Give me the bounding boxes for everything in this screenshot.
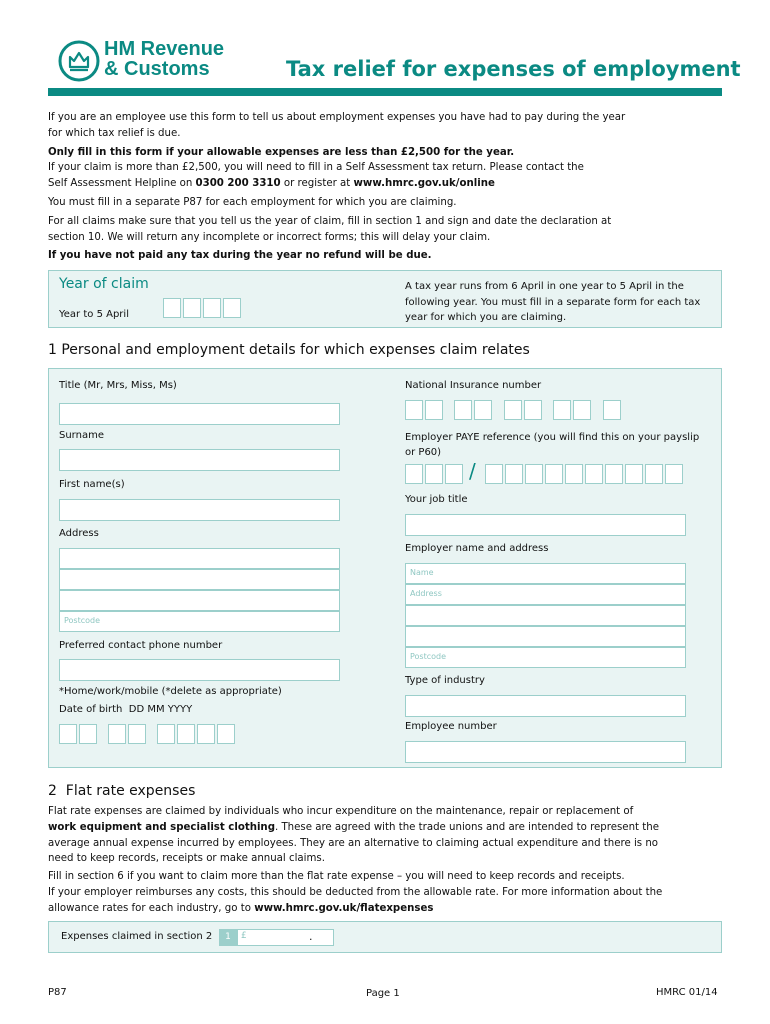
firstname-label: First name(s) (59, 479, 125, 490)
nino-label: National Insurance number (405, 380, 542, 391)
firstname-field[interactable] (59, 499, 340, 521)
employer-label: Employer name and address (405, 543, 549, 554)
phone-note: *Home/work/mobile (*delete as appropriate) (59, 686, 282, 697)
paye-ref-3[interactable] (525, 464, 543, 484)
paye-office-1[interactable] (405, 464, 423, 484)
postcode-placeholder: Postcode (64, 616, 101, 625)
address-line-1[interactable] (59, 548, 340, 569)
page-title: Tax relief for expenses of employment (286, 57, 741, 81)
title-label: Title (Mr, Mrs, Miss, Ms) (59, 380, 177, 391)
phone-field[interactable] (59, 659, 340, 681)
industry-field[interactable] (405, 695, 686, 717)
nino-cell-1[interactable] (405, 400, 423, 420)
footer-version: HMRC 01/14 (656, 987, 718, 998)
intro (48, 110, 638, 264)
paye-ref-9[interactable] (645, 464, 663, 484)
paye-ref-1[interactable] (485, 464, 503, 484)
employer-postcode-field[interactable] (405, 647, 686, 668)
section2-p3-a: If your employer reimburses any costs, this should be deducted from the allowable rate. For more information about the allowance rates for each industry, go to (48, 886, 663, 914)
year-of-claim-note: A tax year runs from 6 April in one year to 5 April in the following year. You must fill in a separate form for each tax year for which you are claiming. (405, 281, 701, 323)
decimal-point: . (309, 930, 313, 943)
currency-symbol: £ (241, 931, 247, 941)
paye-office-3[interactable] (445, 464, 463, 484)
paye-label: Employer PAYE reference (you will find this on your payslip or P60) (405, 432, 700, 458)
section2-p3 (48, 885, 663, 917)
dob-y2[interactable] (177, 724, 195, 744)
section1-heading: 1 Personal and employment details for which expenses claim relates (48, 342, 530, 358)
box-number: 1 (225, 932, 231, 942)
dob-m2[interactable] (128, 724, 146, 744)
footer-page-number: Page 1 (366, 988, 400, 999)
org-line2: & Customs (104, 58, 210, 80)
intro-p3: You must fill in a separate P87 for each employment for which you are claiming. (48, 196, 457, 208)
dob-y1[interactable] (157, 724, 175, 744)
nino-cell-3[interactable] (454, 400, 472, 420)
employer-postcode-placeholder: Postcode (410, 652, 447, 661)
expenses-claimed-panel (48, 921, 722, 953)
section2-heading: 2 Flat rate expenses (48, 783, 196, 799)
nino-cell-2[interactable] (425, 400, 443, 420)
section2-p1-bold: work equipment and specialist clothing (48, 821, 275, 833)
dob-y3[interactable] (197, 724, 215, 744)
hmrc-logo (58, 40, 100, 82)
helpline-phone: 0300 200 3310 (195, 178, 281, 190)
dob-label: Date of birth DD MM YYYY (59, 704, 193, 715)
year-digit-3[interactable] (203, 298, 221, 318)
dob-d1[interactable] (59, 724, 77, 744)
employer-address-line-2[interactable] (405, 605, 686, 626)
year-to-label: Year to 5 April (59, 309, 129, 320)
employer-name-field[interactable] (405, 563, 686, 584)
paye-ref-4[interactable] (545, 464, 563, 484)
title-field[interactable] (59, 403, 340, 425)
nino-cell-4[interactable] (474, 400, 492, 420)
box-number-badge (219, 929, 237, 946)
employee-number-field[interactable] (405, 741, 686, 763)
address-label: Address (59, 528, 99, 539)
intro-p5-bold: If you have not paid any tax during the year no refund will be due. (48, 250, 432, 262)
year-digit-1[interactable] (163, 298, 181, 318)
year-of-claim-panel (48, 270, 722, 328)
year-digit-2[interactable] (183, 298, 201, 318)
dob-d2[interactable] (79, 724, 97, 744)
footer-form-code: P87 (48, 987, 67, 998)
year-of-claim-heading: Year of claim (59, 276, 149, 292)
industry-label: Type of industry (405, 675, 485, 686)
job-title-field[interactable] (405, 514, 686, 536)
nino-cell-5[interactable] (504, 400, 522, 420)
paye-ref-8[interactable] (625, 464, 643, 484)
paye-ref-2[interactable] (505, 464, 523, 484)
dob-y4[interactable] (217, 724, 235, 744)
nino-cell-8[interactable] (573, 400, 591, 420)
flatexpenses-url-link[interactable]: www.hmrc.gov.uk/flatexpenses (254, 902, 434, 914)
paye-ref-7[interactable] (605, 464, 623, 484)
phone-label: Preferred contact phone number (59, 640, 223, 651)
section2-p1-b: . These are agreed with the trade unions and are intended to represent the average annual expense incurred by employees. They are an alternative to claiming actual expenditure and there is no need to keep records, receipts or make annual claims. (48, 821, 659, 865)
employer-address-line-3[interactable] (405, 626, 686, 647)
expenses-amount-field[interactable] (237, 929, 334, 946)
employee-number-label: Employee number (405, 721, 497, 732)
paye-ref-5[interactable] (565, 464, 583, 484)
section2-p2: Fill in section 6 if you want to claim more than the flat rate expense – you will need to keep records and receipts. (48, 871, 625, 883)
surname-label: Surname (59, 430, 104, 441)
employer-address-line-1[interactable] (405, 584, 686, 605)
crest-icon (58, 40, 100, 82)
section2-p1-a: Flat rate expenses are claimed by individuals who incur expenditure on the maintenance, repair or replacement of (48, 806, 634, 817)
intro-p2 (48, 145, 638, 192)
employer-address-placeholder: Address (410, 589, 442, 598)
nino-cell-7[interactable] (553, 400, 571, 420)
intro-p4: For all claims make sure that you tell us the year of claim, fill in section 1 and sign and date the declaration at section 10. We will return any incomplete or incorrect forms; this will delay your claim. (48, 215, 612, 243)
job-title-label: Your job title (405, 494, 468, 505)
org-line1: HM Revenue (104, 38, 225, 60)
section1-panel (48, 368, 722, 768)
nino-cell-6[interactable] (524, 400, 542, 420)
intro-p2-a: If your claim is more than £2,500, you will need to fill in a Self Assessment tax return. Please contact the (48, 162, 584, 174)
section2-body (48, 804, 663, 917)
paye-separator: / (469, 459, 476, 483)
nino-cell-9[interactable] (603, 400, 621, 420)
paye-office-2[interactable] (425, 464, 443, 484)
intro-p2-b2: or register at (280, 178, 354, 190)
address-line-3[interactable] (59, 590, 340, 611)
paye-ref-6[interactable] (585, 464, 603, 484)
dob-m1[interactable] (108, 724, 126, 744)
year-digit-4[interactable] (223, 298, 241, 318)
intro-p2-bold: Only fill in this form if your allowable expenses are less than £2,500 for the year. (48, 146, 515, 158)
online-url-link[interactable]: www.hmrc.gov.uk/online (353, 178, 495, 190)
address-line-2[interactable] (59, 569, 340, 590)
paye-ref-10[interactable] (665, 464, 683, 484)
intro-p1: If you are an employee use this form to tell us about employment expenses you have had to pay during the year for which tax relief is due. (48, 112, 626, 139)
intro-p2-b1: Self Assessment Helpline on (48, 178, 196, 190)
title-rule (48, 88, 722, 96)
employer-name-placeholder: Name (410, 568, 434, 577)
surname-field[interactable] (59, 449, 340, 471)
address-postcode-field[interactable] (59, 611, 340, 632)
org-name (104, 39, 224, 79)
intro-p5 (48, 248, 638, 264)
section2-p1 (48, 804, 663, 867)
expenses-claimed-label: Expenses claimed in section 2 (61, 931, 213, 942)
